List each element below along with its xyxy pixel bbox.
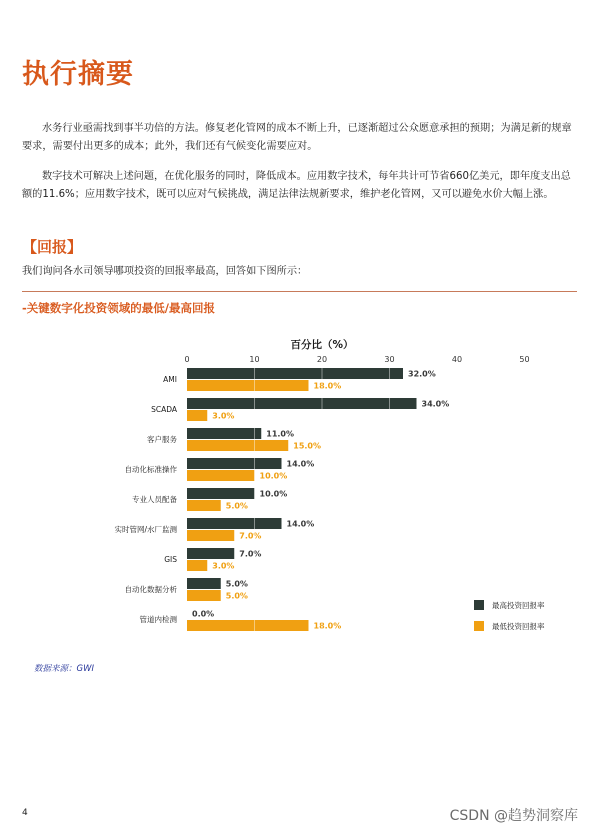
bar-high xyxy=(187,368,403,379)
x-axis-label: 百分比（%） xyxy=(290,339,354,351)
data-label-low: 7.0% xyxy=(239,531,262,541)
x-tick-label: 50 xyxy=(519,355,530,364)
data-source-note: 数据来源：GWI xyxy=(34,664,94,674)
data-label-low: 3.0% xyxy=(212,411,235,421)
category-label: 自动化标准操作 xyxy=(124,465,177,474)
category-label: AMI xyxy=(163,375,177,384)
bar-high xyxy=(187,398,417,409)
page-title: 执行摘要 xyxy=(22,59,134,90)
x-tick-label: 20 xyxy=(316,355,328,364)
data-label-low: 10.0% xyxy=(259,471,288,481)
section-intro: 我们询问各水司领导哪项投资的回报率最高，回答如下图所示： xyxy=(22,266,308,277)
bar-high xyxy=(187,578,221,589)
bar-low xyxy=(187,530,234,541)
bar-low xyxy=(187,440,288,451)
data-label-high: 10.0% xyxy=(259,489,288,499)
legend-label-low: 最低投资回报率 xyxy=(492,622,545,631)
page-number: 4 xyxy=(22,808,28,818)
x-tick-label: 0 xyxy=(184,355,190,364)
category-label: 专业人员配备 xyxy=(132,495,177,504)
legend-label-high: 最高投资回报率 xyxy=(492,601,545,610)
data-label-high: 14.0% xyxy=(286,459,315,469)
bar-low xyxy=(187,560,207,571)
category-label: 客户服务 xyxy=(147,435,177,444)
bar-low xyxy=(187,620,309,631)
data-label-high: 11.0% xyxy=(266,429,295,439)
data-label-high: 0.0% xyxy=(192,609,215,619)
data-label-low: 3.0% xyxy=(212,561,235,571)
bar-low xyxy=(187,410,207,421)
category-label: GIS xyxy=(164,555,177,564)
data-label-low: 5.0% xyxy=(225,591,248,601)
x-tick-label: 40 xyxy=(451,355,463,364)
data-label-low: 15.0% xyxy=(293,441,322,451)
category-label: SCADA xyxy=(151,405,177,414)
data-label-high: 34.0% xyxy=(421,399,450,409)
data-label-low: 18.0% xyxy=(313,381,342,391)
legend-swatch-low xyxy=(474,621,484,631)
chart-heading: -关键数字化投资领域的最低/最高回报 xyxy=(22,301,215,315)
category-label: 自动化数据分析 xyxy=(124,585,177,594)
bar-high xyxy=(187,548,234,559)
section-divider xyxy=(22,291,577,292)
data-label-high: 14.0% xyxy=(286,519,315,529)
data-label-low: 5.0% xyxy=(225,501,248,511)
legend-swatch-high xyxy=(474,600,484,610)
watermark-text: CSDN @趋势洞察库 xyxy=(449,808,578,824)
roi-bar-chart xyxy=(0,330,596,650)
bar-high xyxy=(187,458,282,469)
bar-high xyxy=(187,518,282,529)
category-label: 管道内检测 xyxy=(139,615,177,624)
section-heading-returns: 【回报】 xyxy=(22,238,83,256)
bar-low xyxy=(187,500,221,511)
data-label-high: 7.0% xyxy=(239,549,262,559)
paragraph-digital-tech: 数字技术可解决上述问题，在优化服务的同时，降低成本。应用数字技术，每年共计可节省660亿美元，即年度支出总额的11.6%；应用数字技术，既可以应对气候挑战，满足法律法规新要求，维护老化管网，又可以避免水价大幅上涨。 xyxy=(22,171,571,200)
bar-low xyxy=(187,590,221,601)
data-label-high: 32.0% xyxy=(408,369,436,379)
bar-low xyxy=(187,380,309,391)
paragraph-challenges: 水务行业亟需找到事半功倍的方法。修复老化管网的成本不断上升，已逐渐超过公众愿意承担的预期；为满足新的规章要求，需要付出更多的成本；此外，我们还有气候变化需要应对。 xyxy=(22,123,572,152)
bar-high xyxy=(187,488,255,499)
data-label-high: 5.0% xyxy=(225,579,248,589)
x-tick-label: 30 xyxy=(384,355,395,364)
bar-low xyxy=(187,470,255,481)
data-label-low: 18.0% xyxy=(313,621,342,631)
bar-high xyxy=(187,428,261,439)
category-label: 实时管网/水厂监测 xyxy=(114,525,177,534)
x-tick-label: 10 xyxy=(249,355,260,364)
